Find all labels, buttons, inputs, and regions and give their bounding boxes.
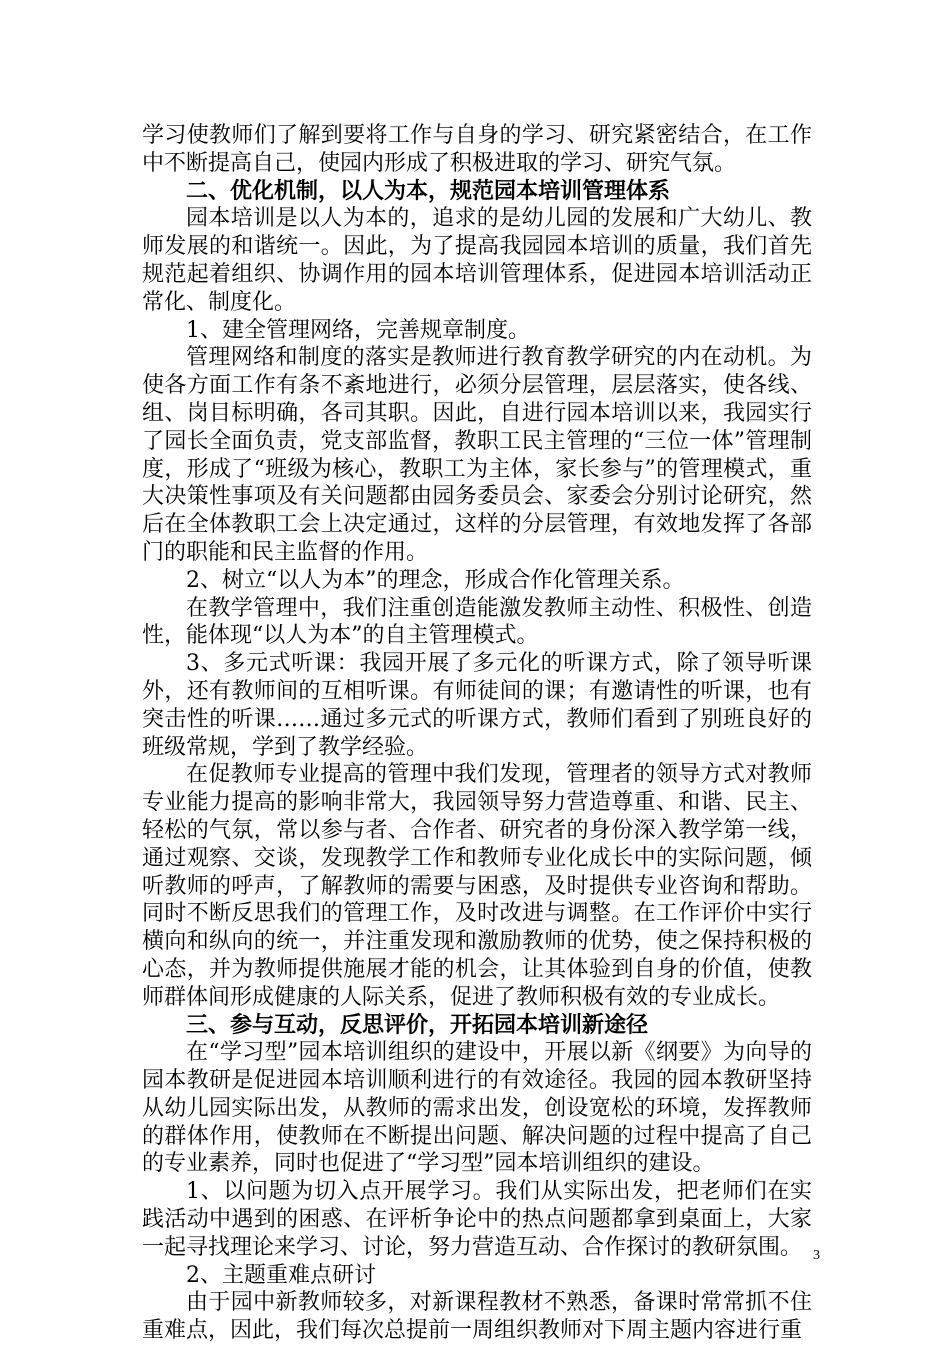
paragraph: 1、建全管理网络，完善规章制度。 <box>186 317 530 343</box>
paragraph: 由于园中新教师较多，对新课程教材不熟悉，备课时常常抓不住重难点，因此，我们每次总提前一周组织教师对下周主题内容进行重 <box>142 1290 812 1344</box>
paragraph: 2、树立“以人为本”的理念，形成合作化管理关系。 <box>186 567 685 593</box>
paragraph: 学习使教师们了解到要将工作与自身的学习、研究紧密结合，在工作中不断提高自己，使园内形成了积极进取的学习、研究气氛。 <box>142 123 812 176</box>
paragraph: 在促教师专业提高的管理中我们发现，管理者的领导方式对教师专业能力提高的影响非常大，我园领导努力营造尊重、和谐、民主、轻松的气氛，常以参与者、合作者、研究者的身份深入教学第一线，通过观察、交谈，发现教学工作和教师专业化成长中的实际问题，倾听教师的呼声，了解教师的需要与困惑，及时提供专业咨询和帮助。同时不断反思我们的管理工作，及时改进与调整。在工作评价中实行横向和纵向的统一，并注重发现和激励教师的优势，使之保持积极的心态，并为教师提供施展才能的机会，让其体验到自身的价值，使教师群体间形成健康的人际关系，促进了教师积极有效的专业成长。 <box>142 762 812 1010</box>
page-number: 3 <box>813 1248 820 1263</box>
paragraph: 2、主题重难点研讨 <box>186 1262 376 1288</box>
section-heading: 三、参与互动，反思评价，开拓园本培训新途径 <box>186 1011 649 1038</box>
paragraph: 在教学管理中，我们注重创造能激发教师主动性、积极性、创造性，能体现“以人为本”的自主管理模式。 <box>142 595 812 649</box>
paragraph: 管理网络和制度的落实是教师进行教育教学研究的内在动机。为使各方面工作有条不紊地进行，必须分层管理，层层落实，使各线、组、岗目标明确，各司其职。因此，自进行园本培训以来，我园实行了园长全面负责，党支部监督，教职工民主管理的“三位一体”管理制度，形成了“班级为核心，教职工为主体，家长参与”的管理模式，重大决策性事项及有关问题都由园务委员会、家委会分别讨论研究，然后在全体教职工会上决定通过，这样的分层管理，有效地发挥了各部门的职能和民主监督的作用。 <box>142 345 812 565</box>
paragraph: 园本培训是以人为本的，追求的是幼儿园的发展和广大幼儿、教师发展的和谐统一。因此，为了提高我园园本培训的质量，我们首先规范起着组织、协调作用的园本培训管理体系，促进园本培训活动正常化、制度化。 <box>142 206 812 315</box>
document-page <box>142 122 812 1345</box>
paragraph: 1、以问题为切入点开展学习。我们从实际出发，把老师们在实践活动中遇到的困惑、在评析争论中的热点问题都拿到桌面上，大家一起寻找理论来学习、讨论，努力营造互动、合作探讨的教研氛围。 <box>142 1179 812 1260</box>
paragraph: 3、多元式听课：我园开展了多元化的听课方式，除了领导听课外，还有教师间的互相听课。有师徒间的课；有邀请性的听课，也有突击性的听课……通过多元式的听课方式，教师们看到了别班良好的班级常规，学到了教学经验。 <box>142 651 812 760</box>
paragraph: 在“学习型”园本培训组织的建设中，开展以新《纲要》为向导的园本教研是促进园本培训顺利进行的有效途径。我园的园本教研坚持从幼儿园实际出发，从教师的需求出发，创设宽松的环境，发挥教师的群体作用，使教师在不断提出问题、解决问题的过程中提高了自己的专业素养，同时也促进了“学习型”园本培训组织的建设。 <box>142 1040 812 1177</box>
section-heading: 二、优化机制，以人为本，规范园本培训管理体系 <box>186 177 671 204</box>
